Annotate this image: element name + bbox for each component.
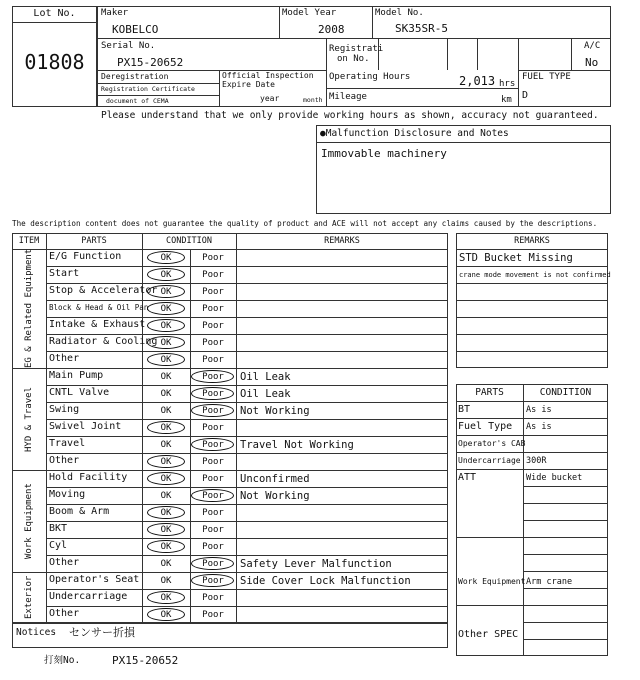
disclaimer: The description content does not guarantee the quality of product and ACE will not accept any claims caused by the descriptions. — [12, 219, 598, 228]
spec-part: Operator's CAB — [458, 439, 526, 448]
part-name: Main Pump — [49, 370, 104, 381]
ok-option: OK — [160, 321, 172, 331]
poor-option: Poor — [202, 338, 224, 348]
part-name: Radiator & Cooling — [49, 336, 158, 347]
malfunction-title: ●Malfunction Disclosure and Notes — [320, 128, 509, 139]
remark-text: Oil Leak — [240, 371, 291, 383]
part-name: Other — [49, 455, 80, 466]
poor-option: Poor — [202, 525, 224, 535]
ok-option: OK — [160, 542, 172, 552]
poor-option: Poor — [202, 610, 224, 620]
column-header-item: ITEM — [18, 236, 40, 246]
fuel-type-value: D — [522, 90, 529, 101]
poor-option: Poor — [202, 389, 224, 399]
poor-option: Poor — [202, 508, 224, 518]
ok-option: OK — [160, 423, 172, 433]
ok-option: OK — [160, 355, 172, 365]
part-name: Other — [49, 557, 80, 568]
part-name: Stop & Accelerator — [49, 285, 158, 296]
spec-header-parts: PARTS — [475, 387, 504, 398]
km-label: km — [501, 95, 512, 105]
spec-value: As is — [526, 405, 552, 415]
part-name: Undercarriage — [49, 591, 128, 602]
part-name: BKT — [49, 523, 68, 534]
ok-selected-oval — [147, 523, 185, 536]
spec-part: Fuel Type — [458, 421, 513, 432]
spec-part: Undercarriage — [458, 456, 521, 465]
remark-text: Unconfirmed — [240, 473, 310, 485]
ac-value: No — [585, 56, 599, 69]
spec-value: Wide bucket — [526, 473, 583, 483]
inspection-label-2: Expire Date — [222, 80, 275, 89]
ok-option: OK — [160, 304, 172, 314]
ok-option: OK — [160, 559, 172, 569]
part-name: Cyl — [49, 540, 68, 551]
cema-document-label: document of CEMA — [106, 97, 169, 105]
ok-selected-oval — [147, 251, 185, 264]
part-name: E/G Function — [49, 251, 122, 262]
year-label: year — [260, 94, 280, 103]
mileage-label: Mileage — [329, 92, 367, 102]
ok-option: OK — [160, 457, 172, 467]
poor-option: Poor — [202, 440, 224, 450]
ok-selected-oval — [147, 506, 185, 519]
fuel-type-label: FUEL TYPE — [522, 72, 571, 82]
ok-option: OK — [160, 372, 172, 382]
poor-option: Poor — [202, 491, 224, 501]
ok-selected-oval — [147, 540, 185, 553]
ok-option: OK — [160, 610, 172, 620]
inspection-label-1: Official Inspection — [222, 71, 314, 80]
poor-option: Poor — [202, 423, 224, 433]
ok-option: OK — [160, 406, 172, 416]
remark-text: Travel Not Working — [240, 439, 354, 451]
registration-certificate-label: Registration Certificate — [101, 85, 195, 93]
working-hours-notice: Please understand that we only provide working hours as shown, accuracy not guaranteed. — [101, 110, 599, 121]
part-name: Intake & Exhaust — [49, 319, 146, 330]
operating-hours-label: Operating Hours — [329, 72, 411, 82]
registration-label-2: on No. — [337, 54, 370, 64]
ok-option: OK — [160, 508, 172, 518]
remark-text: Side Cover Lock Malfunction — [240, 575, 411, 587]
part-name: Boom & Arm — [49, 506, 110, 517]
remark-text: Safety Lever Malfunction — [240, 558, 392, 570]
ok-selected-oval — [147, 319, 185, 332]
group-label: HYD & Travel — [24, 386, 34, 452]
maker-value: KOBELCO — [112, 23, 159, 36]
notices-value: センサー折損 — [69, 626, 135, 639]
column-header-condition: CONDITION — [165, 236, 213, 246]
poor-option: Poor — [202, 576, 224, 586]
poor-selected-oval — [191, 489, 234, 502]
month-label: month — [303, 96, 323, 104]
poor-selected-oval — [191, 404, 234, 417]
model-no-value: SK35SR-5 — [395, 22, 448, 35]
malfunction-text: Immovable machinery — [321, 147, 447, 160]
operating-hours-value: 2,013 — [459, 74, 496, 88]
part-name: Swing — [49, 404, 80, 415]
poor-option: Poor — [202, 457, 224, 467]
ok-option: OK — [160, 593, 172, 603]
ok-selected-oval — [147, 421, 185, 434]
right-remark-line: crane mode movement is not confirmed — [459, 271, 611, 279]
ok-selected-oval — [147, 591, 185, 604]
poor-option: Poor — [202, 304, 224, 314]
stamp-label: 打刻No. — [44, 655, 81, 666]
poor-option: Poor — [202, 253, 224, 263]
ok-selected-oval — [147, 285, 185, 298]
ok-option: OK — [160, 474, 172, 484]
poor-option: Poor — [202, 542, 224, 552]
group-label: Work Equipment — [24, 483, 34, 559]
maker-label: Maker — [101, 8, 129, 18]
serial-value: PX15-20652 — [117, 56, 184, 69]
poor-selected-oval — [191, 574, 234, 587]
part-name: Swivel Joint — [49, 421, 122, 432]
ok-selected-oval — [147, 472, 185, 485]
poor-selected-oval — [191, 387, 234, 400]
part-name: Hold Facility — [49, 472, 128, 483]
poor-option: Poor — [202, 321, 224, 331]
spec-part: ATT — [458, 472, 477, 483]
poor-selected-oval — [191, 557, 234, 570]
spec-part: BT — [458, 404, 471, 415]
ok-selected-oval — [147, 608, 185, 621]
ok-option: OK — [160, 525, 172, 535]
ok-option: OK — [160, 338, 172, 348]
part-name: Start — [49, 268, 80, 279]
right-remark-line: STD Bucket Missing — [459, 252, 573, 264]
ok-selected-oval — [147, 353, 185, 366]
poor-selected-oval — [191, 370, 234, 383]
part-name: Moving — [49, 489, 86, 500]
remark-text: Oil Leak — [240, 388, 291, 400]
part-name: Other — [49, 353, 80, 364]
part-name: Other — [49, 608, 80, 619]
ok-option: OK — [160, 576, 172, 586]
column-header-remarks: REMARKS — [324, 236, 360, 246]
poor-option: Poor — [202, 406, 224, 416]
poor-option: Poor — [202, 287, 224, 297]
poor-selected-oval — [191, 438, 234, 451]
poor-option: Poor — [202, 355, 224, 365]
model-year-value: 2008 — [318, 23, 345, 36]
remark-text: Not Working — [240, 405, 310, 417]
deregistration-label: Deregistration — [101, 72, 169, 81]
ok-selected-oval — [147, 336, 185, 349]
spec-value: Arm crane — [526, 577, 573, 587]
group-label: Exterior — [24, 575, 34, 620]
hrs-label: hrs — [499, 79, 516, 89]
ok-option: OK — [160, 440, 172, 450]
ok-selected-oval — [147, 302, 185, 315]
poor-option: Poor — [202, 559, 224, 569]
poor-option: Poor — [202, 372, 224, 382]
part-name: CNTL Valve — [49, 387, 110, 398]
serial-label: Serial No. — [101, 41, 156, 51]
registration-label-1: Registrati — [329, 44, 384, 54]
spec-part: Other SPEC — [458, 629, 519, 640]
part-name: Block & Head & Oil Pan — [49, 303, 149, 312]
model-no-label: Model No. — [375, 8, 424, 18]
poor-option: Poor — [202, 474, 224, 484]
ok-option: OK — [160, 270, 172, 280]
model-year-label: Model Year — [282, 8, 337, 18]
part-name: Operator's Seat — [49, 574, 140, 585]
ok-option: OK — [160, 389, 172, 399]
spec-header-condition: CONDITION — [539, 387, 592, 398]
stamp-value: PX15-20652 — [112, 654, 179, 667]
spec-value: 300R — [526, 456, 547, 466]
ok-option: OK — [160, 491, 172, 501]
poor-option: Poor — [202, 593, 224, 603]
right-remarks-header: REMARKS — [514, 236, 550, 246]
poor-option: Poor — [202, 270, 224, 280]
lot-number: 01808 — [24, 50, 85, 74]
remark-text: Not Working — [240, 490, 310, 502]
column-header-parts: PARTS — [81, 236, 107, 246]
ok-option: OK — [160, 287, 172, 297]
notices-label: Notices — [16, 627, 57, 638]
ac-label: A/C — [584, 41, 601, 51]
ok-selected-oval — [147, 268, 185, 281]
spec-value: As is — [526, 422, 552, 432]
ok-option: OK — [160, 253, 172, 263]
group-label: EG & Related Equipment — [24, 248, 34, 368]
part-name: Travel — [49, 438, 86, 449]
ok-selected-oval — [147, 455, 185, 468]
lot-label: Lot No. — [33, 8, 76, 19]
spec-part: Work Equipment — [458, 577, 526, 586]
